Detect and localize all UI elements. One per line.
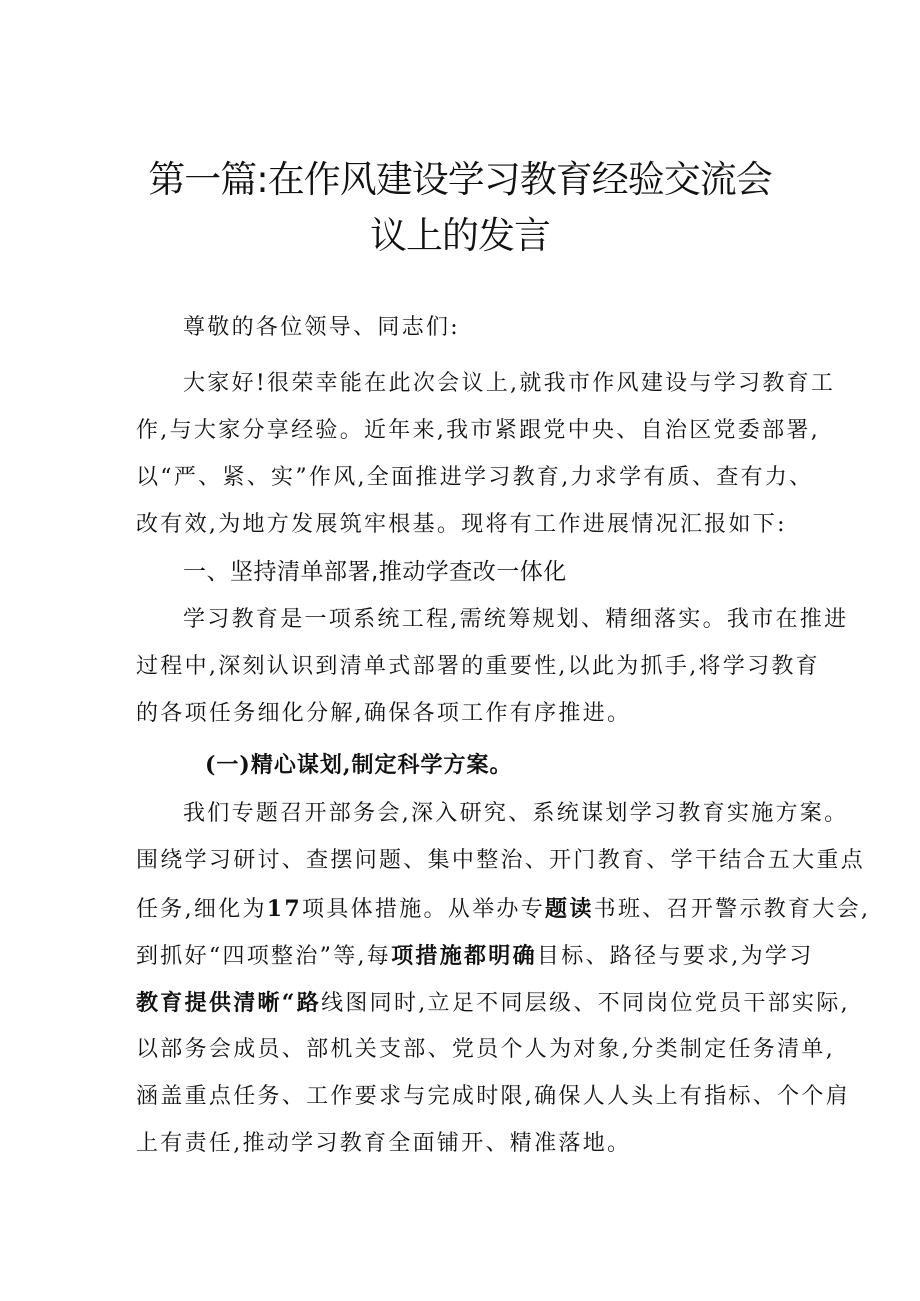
section-1-paragraph-line-1: 学习教育是一项系统工程,需统筹规划、精细落实。我市在推进 xyxy=(183,607,849,632)
section-1-heading: 一、坚持清单部署,推动学查改一体化 xyxy=(183,559,567,585)
subsection-1-line-3-part-a: 任务,细化为 xyxy=(136,897,267,922)
document-title-line-1: 第一篇:在作风建设学习教育经验交流会 xyxy=(148,158,772,201)
salutation: 尊敬的各位领导、同志们: xyxy=(183,315,461,340)
subsection-1-line-6: 以部务会成员、部机关支部、党员个人为对象,分类制定任务清单, xyxy=(136,1037,835,1062)
subsection-1-line-3-bold: 题读 xyxy=(545,896,594,922)
subsection-1-line-4 xyxy=(136,941,814,972)
subsection-1-line-4-part-c: 目标、路径与要求,为学习 xyxy=(536,944,814,969)
subsection-1-line-5 xyxy=(136,988,850,1019)
subsection-1-heading: (一)精心谋划,制定科学方案。 xyxy=(205,752,513,778)
subsection-1-line-3-part-c: 项具体措施。从举办专 xyxy=(302,897,546,922)
subsection-1-line-7: 涵盖重点任务、工作要求与完成时限,确保人人头上有指标、个个肩 xyxy=(136,1084,850,1109)
subsection-1-line-4-part-a: 到抓好“四项整治”等,每 xyxy=(136,944,392,969)
subsection-1-line-3-part-e: 书班、召开警示教育大会, xyxy=(593,897,871,922)
intro-line-4: 改有效,为地方发展筑牢根基。现将有工作进展情况汇报如下: xyxy=(136,512,787,537)
subsection-1-line-4-bold: 项措施都明确 xyxy=(391,943,537,969)
document-title-line-2: 议上的发言 xyxy=(370,214,550,257)
subsection-1-line-5-bold: 教育提供清晰“路 xyxy=(136,990,322,1016)
subsection-1-line-1: 我们专题召开部务会,深入研究、系统谋划学习教育实施方案。 xyxy=(183,801,849,826)
subsection-1-line-5-part-b: 线图同时,立足不同层级、不同岗位党员干部实际, xyxy=(321,991,850,1016)
subsection-1-line-3-number: 17 xyxy=(266,896,303,922)
subsection-1-line-8: 上有责任,推动学习教育全面铺开、精准落地。 xyxy=(136,1131,632,1156)
subsection-1-line-3 xyxy=(136,894,871,925)
intro-line-2: 作,与大家分享经验。近年来,我市紧跟党中央、自治区党委部署, xyxy=(136,418,820,443)
subsection-1-line-2: 围绕学习研讨、查摆问题、集中整治、开门教育、学干结合五大重点 xyxy=(136,848,866,873)
intro-line-1: 大家好!很荣幸能在此次会议上,就我市作风建设与学习教育工 xyxy=(183,371,836,396)
section-1-paragraph-line-2: 过程中,深刻认识到清单式部署的重要性,以此为抓手,将学习教育 xyxy=(136,654,820,679)
intro-line-3: 以“严、紧、实”作风,全面推进学习教育,力求学有质、查有力、 xyxy=(136,465,814,490)
section-1-paragraph-line-3: 的各项任务细化分解,确保各项工作有序推进。 xyxy=(136,701,632,726)
